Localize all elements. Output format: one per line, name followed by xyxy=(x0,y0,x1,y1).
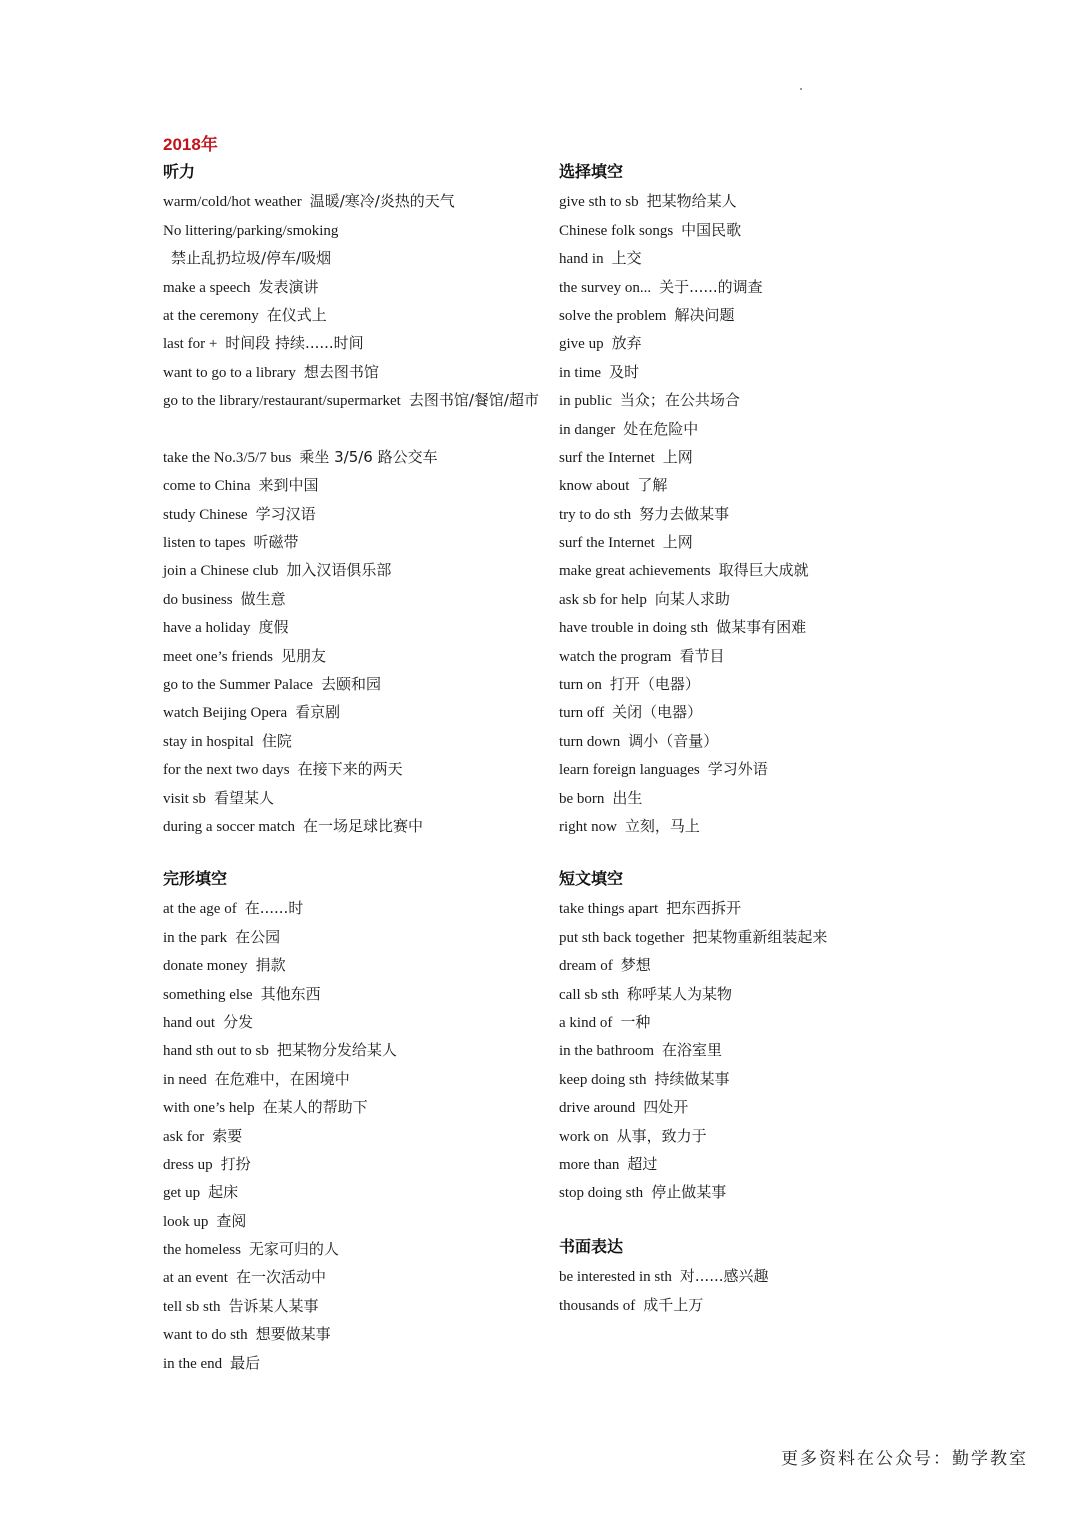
chinese-meaning: 取得巨大成就 xyxy=(718,561,809,580)
chinese-meaning: 在公园 xyxy=(235,927,281,946)
english-phrase: meet one’s friends xyxy=(163,648,273,665)
chinese-meaning: 四处开 xyxy=(643,1098,689,1117)
section-title: 完形填空 xyxy=(163,871,228,888)
english-phrase: for the next two days xyxy=(163,762,290,779)
english-phrase: put sth back together xyxy=(559,929,685,946)
english-phrase: take things apart xyxy=(559,901,659,918)
english-phrase: visit sb xyxy=(163,790,206,807)
vocab-item xyxy=(163,784,543,812)
english-phrase: take the No.3/5/7 bus xyxy=(163,449,292,466)
chinese-meaning: 关于......的调查 xyxy=(659,277,763,296)
english-phrase: warm/cold/hot weather xyxy=(163,194,302,211)
vocab-item xyxy=(559,556,939,584)
english-phrase: during a soccer match xyxy=(163,819,296,835)
vocab-item xyxy=(559,1008,939,1036)
chinese-meaning: 努力去做某事 xyxy=(639,504,730,523)
vocab-item xyxy=(163,1122,543,1150)
vocab-item xyxy=(559,670,939,698)
chinese-meaning: 在仪式上 xyxy=(266,305,327,324)
english-phrase: learn foreign languages xyxy=(559,762,700,779)
english-phrase: in the park xyxy=(163,929,228,946)
chinese-meaning: 一种 xyxy=(620,1012,651,1031)
chinese-meaning: 把某物重新组装起来 xyxy=(692,927,828,946)
chinese-meaning: 捐款 xyxy=(255,956,286,975)
english-phrase: ask sb for help xyxy=(559,591,647,608)
english-phrase: drive around xyxy=(559,1100,636,1117)
vocab-item xyxy=(559,471,939,499)
chinese-meaning: 把某物给某人 xyxy=(646,192,737,211)
chinese-meaning: 分发 xyxy=(223,1012,254,1031)
vocab-item xyxy=(163,923,543,951)
chinese-meaning: 见朋友 xyxy=(280,646,326,665)
english-phrase: hand in xyxy=(559,251,604,268)
english-phrase: have a holiday xyxy=(163,620,251,637)
chinese-meaning: 温暖/寒冷/炎热的天气 xyxy=(309,192,455,211)
section-cloze xyxy=(163,866,543,1377)
english-phrase: a kind of xyxy=(559,1014,613,1031)
chinese-meaning: 把东西拆开 xyxy=(666,899,742,918)
vocab-item xyxy=(559,755,939,783)
english-phrase: ask for xyxy=(163,1128,205,1145)
vocab-item xyxy=(163,894,543,922)
english-phrase: come to China xyxy=(163,478,251,495)
chinese-meaning: 来到中国 xyxy=(258,476,319,495)
english-phrase: give up xyxy=(559,336,604,353)
chinese-meaning: 在一次活动中 xyxy=(235,1268,326,1287)
vocab-item xyxy=(559,386,939,414)
vocab-item xyxy=(163,1320,543,1348)
english-phrase: stop doing sth xyxy=(559,1185,644,1202)
vocab-item xyxy=(559,415,939,443)
chinese-meaning: 超过 xyxy=(627,1154,658,1173)
vocab-item xyxy=(163,642,543,670)
chinese-meaning: 在......时 xyxy=(244,899,304,918)
chinese-meaning: 去颐和园 xyxy=(320,675,381,694)
vocab-item xyxy=(559,244,939,272)
english-phrase: turn on xyxy=(559,677,602,694)
vocab-item xyxy=(163,1292,543,1320)
vocab-item xyxy=(163,1093,543,1121)
chinese-meaning: 成千上万 xyxy=(643,1295,704,1314)
english-phrase: call sb sth xyxy=(559,986,619,1003)
section-title: 听力 xyxy=(163,164,196,181)
chinese-meaning: 时间段 持续......时间 xyxy=(225,334,364,353)
chinese-meaning: 发表演讲 xyxy=(258,277,319,296)
english-phrase: make great achievements xyxy=(559,563,711,580)
english-phrase: turn down xyxy=(559,733,621,750)
english-phrase: try to do sth xyxy=(559,506,632,523)
chinese-meaning: 看京剧 xyxy=(295,703,341,722)
english-phrase: go to the library/restaurant/supermarket xyxy=(163,393,401,410)
english-phrase: have trouble in doing sth xyxy=(559,620,709,637)
english-phrase: dream of xyxy=(559,958,613,975)
chinese-meaning: 当众；在公共场合 xyxy=(619,391,740,410)
english-phrase: No littering/parking/smoking xyxy=(163,222,339,239)
english-phrase: study Chinese xyxy=(163,506,248,523)
english-phrase: in need xyxy=(163,1071,207,1088)
chinese-meaning: 在一场足球比赛中 xyxy=(303,817,424,835)
chinese-meaning: 立刻，马上 xyxy=(624,816,700,835)
footer-note: 更多资料在公众号：勤学教室 xyxy=(781,1449,1028,1469)
vocab-item xyxy=(559,923,939,951)
vocab-item xyxy=(559,301,939,329)
chinese-meaning: 告诉某人某事 xyxy=(228,1296,319,1315)
section-passage-fill xyxy=(559,866,939,1207)
vocab-item xyxy=(559,1178,939,1206)
english-phrase: last for + xyxy=(163,336,218,353)
chinese-meaning: 查阅 xyxy=(216,1211,247,1230)
english-phrase: solve the problem xyxy=(559,307,667,324)
english-phrase: be born xyxy=(559,790,605,807)
english-phrase: watch the program xyxy=(559,648,672,665)
chinese-meaning: 禁止乱扔垃圾/停车/吸烟 xyxy=(171,249,332,268)
section-listening xyxy=(163,159,543,840)
section-title: 选择填空 xyxy=(559,164,624,181)
chinese-meaning: 做某事有困难 xyxy=(716,618,807,637)
chinese-meaning: 看望某人 xyxy=(213,788,274,807)
vocab-item xyxy=(163,301,543,329)
scan-dot xyxy=(800,88,802,90)
english-phrase: Chinese folk songs xyxy=(559,222,674,239)
english-phrase: something else xyxy=(163,986,253,1003)
vocab-item xyxy=(163,329,543,357)
vocab-item xyxy=(163,187,543,215)
section-writing xyxy=(559,1234,939,1319)
section-choice xyxy=(559,159,939,840)
english-phrase: stay in hospital xyxy=(163,733,254,750)
english-phrase: surf the Internet xyxy=(559,449,655,466)
vocab-item xyxy=(163,443,543,471)
chinese-meaning: 看节目 xyxy=(679,646,725,665)
vocab-item xyxy=(163,727,543,755)
vocab-item xyxy=(559,894,939,922)
vocab-item xyxy=(163,1036,543,1064)
section-title: 短文填空 xyxy=(559,871,624,888)
english-phrase: make a speech xyxy=(163,279,251,296)
vocab-item xyxy=(163,613,543,641)
vocab-item xyxy=(559,1291,939,1319)
chinese-meaning: 去图书馆/餐馆/超市 xyxy=(408,391,539,410)
chinese-meaning: 放弃 xyxy=(611,334,642,353)
chinese-meaning: 加入汉语俱乐部 xyxy=(286,561,392,580)
vocab-item xyxy=(559,980,939,1008)
english-phrase: turn off xyxy=(559,705,605,722)
vocab-item xyxy=(163,556,543,584)
chinese-meaning: 其他东西 xyxy=(260,984,321,1003)
chinese-meaning: 在某人的帮助下 xyxy=(262,1098,368,1117)
vocab-item xyxy=(163,1065,543,1093)
english-phrase: in danger xyxy=(559,421,616,438)
english-phrase: in the bathroom xyxy=(559,1043,654,1060)
english-phrase: the homeless xyxy=(163,1242,241,1259)
vocab-item xyxy=(163,1178,543,1206)
vocab-item xyxy=(559,358,939,386)
vocab-item xyxy=(163,1008,543,1036)
english-phrase: watch Beijing Opera xyxy=(163,705,288,722)
vocab-item xyxy=(559,1093,939,1121)
chinese-meaning: 持续做某事 xyxy=(654,1069,730,1088)
chinese-meaning: 上交 xyxy=(611,249,642,268)
vocab-item xyxy=(163,951,543,979)
english-phrase: want to go to a library xyxy=(163,364,296,381)
vocab-item xyxy=(559,273,939,301)
chinese-meaning: 学习汉语 xyxy=(255,504,316,523)
vocab-item xyxy=(163,812,543,840)
chinese-meaning: 打扮 xyxy=(220,1154,251,1173)
english-phrase: know about xyxy=(559,478,630,495)
vocab-item xyxy=(163,358,543,386)
vocab-item xyxy=(163,386,543,443)
vocab-item xyxy=(559,698,939,726)
chinese-meaning: 称呼某人为某物 xyxy=(627,984,733,1003)
english-phrase: surf the Internet xyxy=(559,535,655,552)
english-phrase: give sth to sb xyxy=(559,194,639,211)
english-phrase: right now xyxy=(559,818,617,835)
chinese-meaning: 停止做某事 xyxy=(651,1183,727,1202)
english-phrase: in the end xyxy=(163,1355,223,1372)
chinese-meaning: 关闭（电器） xyxy=(612,703,703,722)
chinese-meaning: 打开（电器） xyxy=(609,675,700,694)
english-phrase: hand sth out to sb xyxy=(163,1043,269,1060)
english-phrase: work on xyxy=(559,1128,609,1145)
english-phrase: dress up xyxy=(163,1156,213,1173)
vocab-item xyxy=(163,670,543,698)
chinese-meaning: 处在危险中 xyxy=(623,419,699,438)
vocab-item xyxy=(163,1263,543,1291)
vocab-item xyxy=(559,784,939,812)
vocab-item xyxy=(163,216,543,244)
vocab-item xyxy=(559,528,939,556)
chinese-meaning: 住院 xyxy=(261,731,292,750)
vocab-item xyxy=(163,698,543,726)
chinese-meaning: 上网 xyxy=(662,533,693,552)
vocab-item xyxy=(163,585,543,613)
vocab-item xyxy=(163,528,543,556)
chinese-meaning: 及时 xyxy=(609,362,640,381)
english-phrase: keep doing sth xyxy=(559,1071,647,1088)
english-phrase: at an event xyxy=(163,1270,228,1287)
chinese-meaning: 无家可归的人 xyxy=(248,1240,339,1259)
vocab-item xyxy=(559,613,939,641)
vocab-item xyxy=(559,727,939,755)
english-phrase: do business xyxy=(163,591,233,608)
chinese-meaning: 解决问题 xyxy=(674,305,735,324)
vocab-item xyxy=(559,951,939,979)
vocab-item xyxy=(559,1122,939,1150)
vocab-item xyxy=(559,329,939,357)
chinese-meaning: 调小（音量） xyxy=(628,731,719,750)
vocab-item xyxy=(559,1262,939,1290)
section-title: 书面表达 xyxy=(559,1239,624,1256)
english-phrase: thousands of xyxy=(559,1297,636,1314)
vocab-item xyxy=(163,500,543,528)
chinese-meaning: 出生 xyxy=(612,788,643,807)
chinese-meaning: 从事，致力于 xyxy=(616,1126,707,1145)
vocab-item xyxy=(163,1235,543,1263)
chinese-meaning: 听磁带 xyxy=(253,533,299,552)
vocab-item xyxy=(559,585,939,613)
chinese-meaning: 索要 xyxy=(212,1126,243,1145)
vocab-item xyxy=(559,187,939,215)
english-phrase: in time xyxy=(559,364,602,381)
english-phrase: listen to tapes xyxy=(163,535,246,552)
chinese-meaning: 在危难中，在困境中 xyxy=(214,1069,350,1088)
english-phrase: donate money xyxy=(163,958,248,975)
vocab-item xyxy=(163,1150,543,1178)
english-phrase: want to do sth xyxy=(163,1327,248,1344)
english-phrase: the survey on... xyxy=(559,279,652,296)
english-phrase: in public xyxy=(559,393,612,410)
vocab-item xyxy=(163,1207,543,1235)
vocab-item xyxy=(163,244,543,272)
chinese-meaning: 乘坐 3/5/6 路公交车 xyxy=(299,447,438,466)
vocab-item xyxy=(559,500,939,528)
chinese-meaning: 学习外语 xyxy=(707,760,768,779)
english-phrase: more than xyxy=(559,1156,620,1173)
vocab-item xyxy=(163,273,543,301)
chinese-meaning: 了解 xyxy=(637,476,668,495)
vocab-item xyxy=(559,1065,939,1093)
year-heading: 2018年 xyxy=(163,135,218,154)
chinese-meaning: 向某人求助 xyxy=(654,589,730,608)
chinese-meaning: 对......感兴趣 xyxy=(679,1267,769,1286)
chinese-meaning: 想去图书馆 xyxy=(303,362,379,381)
chinese-meaning: 最后 xyxy=(230,1353,261,1372)
chinese-meaning: 上网 xyxy=(662,447,693,466)
chinese-meaning: 在接下来的两天 xyxy=(297,760,403,779)
vocab-item xyxy=(559,216,939,244)
chinese-meaning: 起床 xyxy=(208,1183,239,1202)
english-phrase: tell sb sth xyxy=(163,1298,221,1315)
vocab-item xyxy=(163,755,543,783)
vocab-item xyxy=(559,443,939,471)
chinese-meaning: 在浴室里 xyxy=(661,1041,722,1060)
english-phrase: at the age of xyxy=(163,901,237,918)
chinese-meaning: 把某物分发给某人 xyxy=(276,1041,397,1060)
english-phrase: go to the Summer Palace xyxy=(163,677,313,694)
vocab-item xyxy=(163,980,543,1008)
english-phrase: with one’s help xyxy=(163,1100,255,1117)
chinese-meaning: 想要做某事 xyxy=(255,1325,331,1344)
english-phrase: be interested in sth xyxy=(559,1269,672,1286)
vocab-item xyxy=(559,812,939,840)
vocab-item xyxy=(559,1036,939,1064)
chinese-meaning: 做生意 xyxy=(240,589,286,608)
english-phrase: get up xyxy=(163,1185,201,1202)
english-phrase: join a Chinese club xyxy=(163,563,279,580)
english-phrase: look up xyxy=(163,1213,209,1230)
chinese-meaning: 度假 xyxy=(258,618,289,637)
vocab-item xyxy=(163,1349,543,1377)
english-phrase: hand out xyxy=(163,1014,216,1031)
vocab-item xyxy=(163,471,543,499)
vocab-item xyxy=(559,642,939,670)
vocab-item xyxy=(559,1150,939,1178)
english-phrase: at the ceremony xyxy=(163,307,259,324)
chinese-meaning: 中国民歌 xyxy=(681,220,742,239)
chinese-meaning: 梦想 xyxy=(620,956,651,975)
